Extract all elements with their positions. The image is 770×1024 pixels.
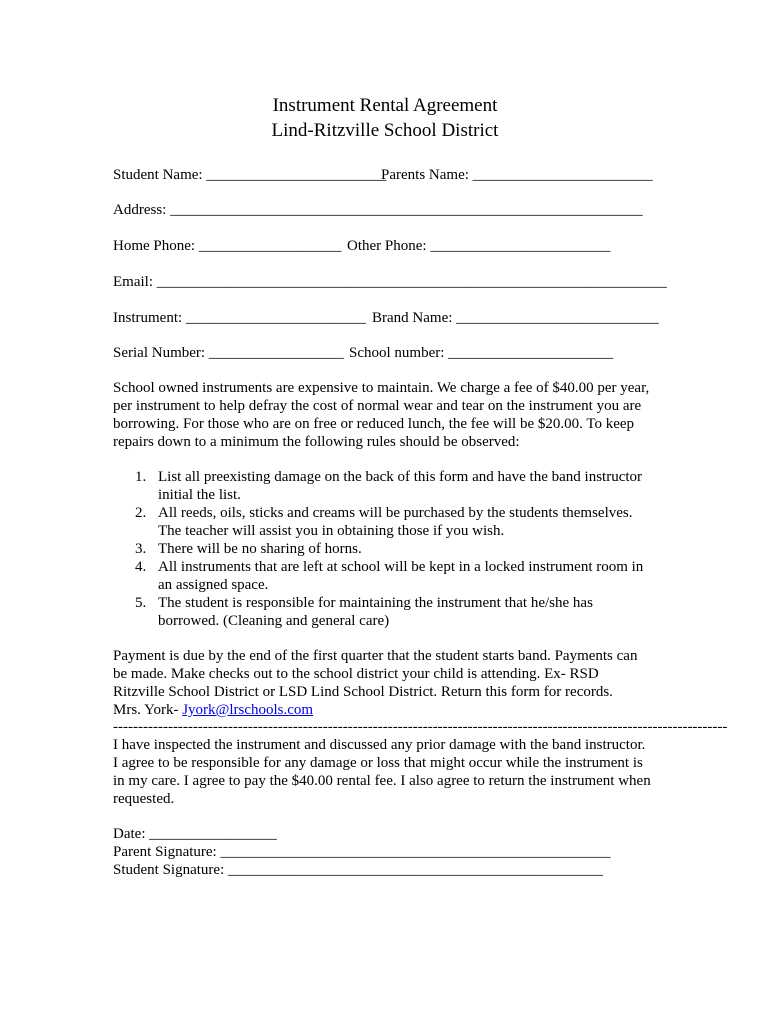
intro-paragraph: [113, 379, 661, 451]
rule-item: [113, 468, 661, 504]
email-field[interactable]: Email: ____________________________________________________________________: [113, 274, 667, 290]
document-title: Instrument Rental Agreement: [272, 95, 498, 116]
agreement-paragraph: [113, 736, 661, 808]
contact-prefix: Mrs. York-: [113, 702, 183, 718]
intro-line: borrowing. For those who are on free or reduced lunch, the fee will be $20.00. To keep: [113, 416, 635, 432]
payment-line: Ritzville School District or LSD Lind School District. Return this form for records.: [113, 684, 613, 700]
rule-number: 2.: [135, 505, 147, 521]
document-subtitle: Lind-Ritzville School District: [271, 120, 499, 141]
rule-text-line: borrowed. (Cleaning and general care): [158, 613, 390, 629]
payment-line: Payment is due by the end of the first quarter that the student starts band. Payments can: [113, 648, 638, 664]
rule-number: 5.: [135, 595, 147, 611]
agreement-line: in my care. I agree to pay the $40.00 rental fee. I also agree to return the instrument when: [113, 773, 651, 789]
student-signature-field[interactable]: Student Signature: __________________________________________________: [113, 862, 603, 878]
home-phone-field[interactable]: Home Phone: ___________________: [113, 238, 342, 254]
rule-item: [113, 594, 661, 630]
instrument-field[interactable]: Instrument: ________________________: [113, 310, 366, 326]
payment-line: be made. Make checks out to the school district your child is attending. Ex- RSD: [113, 666, 599, 682]
cut-line-divider: ---------------------------------------------------------------------------------------------------------------------------: [113, 719, 728, 735]
agreement-line: requested.: [113, 791, 175, 807]
rule-text-line: All instruments that are left at school will be kept in a locked instrument room in: [158, 559, 644, 575]
parents-name-field[interactable]: Parents Name: ________________________: [381, 167, 653, 183]
rules-list: [113, 468, 661, 630]
rule-text-line: an assigned space.: [158, 577, 269, 593]
rule-text-line: All reeds, oils, sticks and creams will be purchased by the students themselves.: [158, 505, 633, 521]
other-phone-field[interactable]: Other Phone: ________________________: [347, 238, 611, 254]
intro-line: School owned instruments are expensive to maintain. We charge a fee of $40.00 per year,: [113, 380, 650, 396]
rule-number: 1.: [135, 469, 147, 485]
student-name-field[interactable]: Student Name: ________________________: [113, 167, 387, 183]
contact-line: [113, 701, 661, 719]
intro-line: repairs down to a minimum the following rules should be observed:: [113, 434, 520, 450]
intro-line: per instrument to help defray the cost of normal wear and tear on the instrument you are: [113, 398, 642, 414]
rule-text-line: The student is responsible for maintaining the instrument that he/she has: [158, 595, 593, 611]
rule-item: [113, 540, 661, 558]
rule-number: 4.: [135, 559, 147, 575]
rule-number: 3.: [135, 541, 147, 557]
parent-signature-field[interactable]: Parent Signature: ____________________________________________________: [113, 844, 611, 860]
contact-email-link[interactable]: Jyork@lrschools.com: [182, 702, 314, 718]
address-field[interactable]: Address: _______________________________________________________________: [113, 202, 643, 218]
serial-number-field[interactable]: Serial Number: __________________: [113, 345, 344, 361]
rule-text-line: There will be no sharing of horns.: [158, 541, 362, 557]
date-field[interactable]: Date: _________________: [113, 826, 277, 842]
agreement-line: I have inspected the instrument and discussed any prior damage with the band instructor.: [113, 737, 646, 753]
payment-paragraph: [113, 647, 661, 719]
rule-text-line: List all preexisting damage on the back of this form and have the band instructor: [158, 469, 643, 485]
brand-name-field[interactable]: Brand Name: ___________________________: [372, 310, 659, 326]
agreement-line: I agree to be responsible for any damage or loss that might occur while the instrument is: [113, 755, 643, 771]
school-number-field[interactable]: School number: ______________________: [349, 345, 614, 361]
rule-item: [113, 558, 661, 594]
rule-item: [113, 504, 661, 540]
rule-text-line: initial the list.: [158, 487, 241, 503]
rule-text-line: The teacher will assist you in obtaining those if you wish.: [158, 523, 505, 539]
